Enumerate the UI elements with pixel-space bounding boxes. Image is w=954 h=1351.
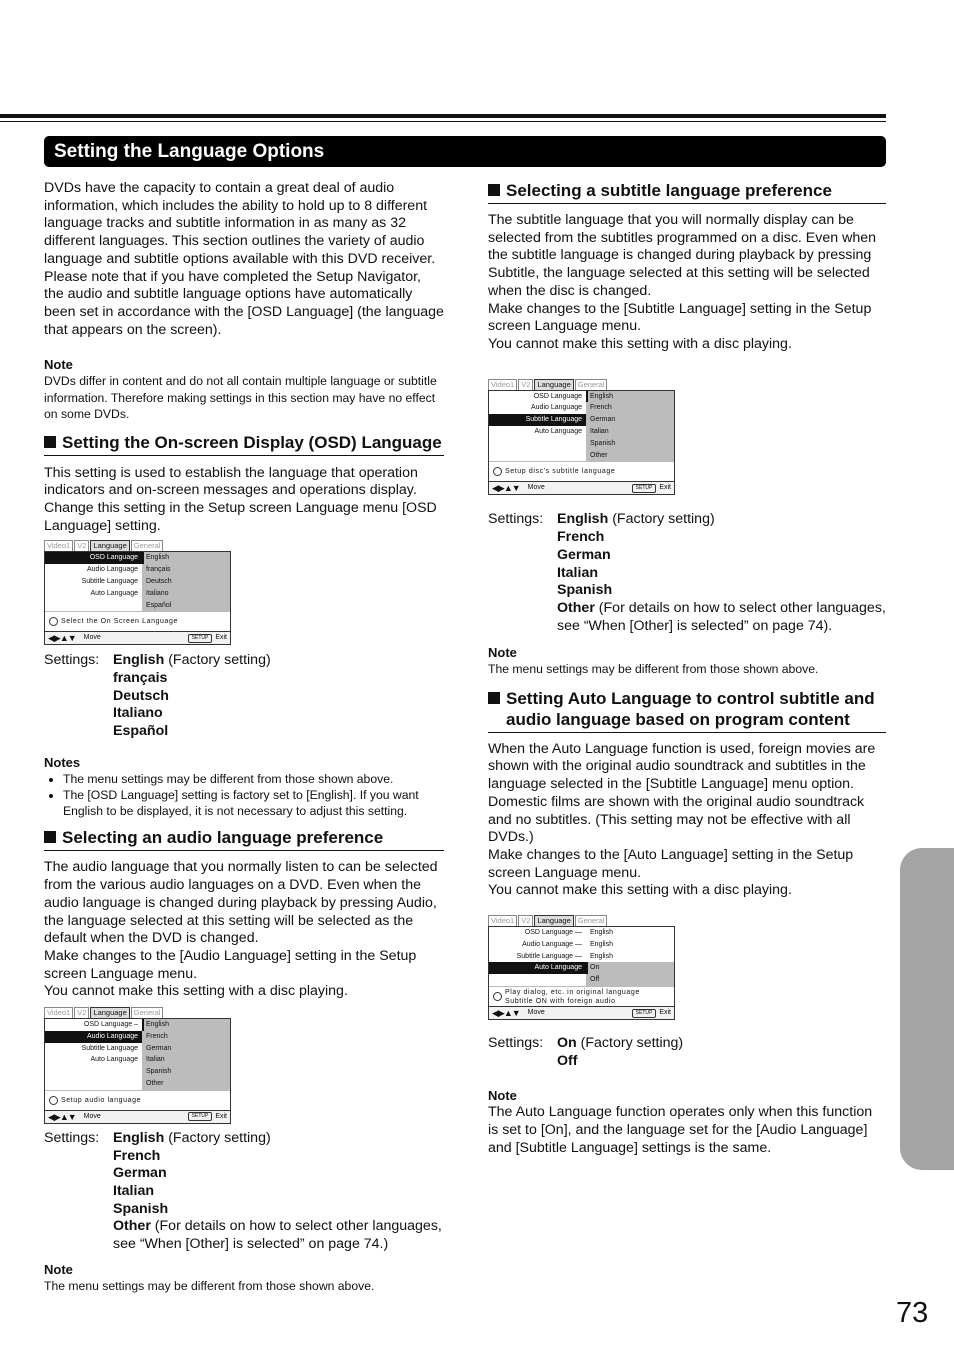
list-item: • The menu settings may be different from those shown above. — [63, 771, 444, 787]
page-number: 73 — [896, 1297, 929, 1329]
move-label: Move — [527, 484, 545, 492]
option-item[interactable]: français — [146, 566, 171, 574]
osd-language-screen — [44, 540, 231, 645]
settings-values — [113, 652, 271, 741]
osd-settings — [44, 652, 444, 741]
menu-item[interactable]: OSD Language — — [524, 929, 582, 937]
settings-label: Settings: — [488, 511, 544, 528]
audio-body: The audio language that you normally listen to can be selected from the various audio languages on a DVD. Even when the audio language is changed during playback by pressing Audio, the language selected at this setting will be selected as the default when the DVD is changed. Make changes to the [Audio Language] setting in the Setup screen Language menu. You cannot make this setting with a disc playing. — [44, 859, 438, 1000]
arrow-keys-icon: ◀▶▲▼ — [492, 1008, 520, 1019]
setting-option: Off — [557, 1052, 578, 1069]
move-label: Move — [83, 1112, 101, 1120]
option-item[interactable]: German — [146, 1044, 172, 1052]
tab-general[interactable]: General — [575, 915, 608, 926]
note-text: The menu settings may be different from those shown above. — [44, 1278, 375, 1293]
setting-option: German — [557, 546, 611, 563]
bullet-square-icon — [488, 184, 500, 196]
setting-option: Other (For details on how to select other languages, see “When [Other] is selected” on page 74.) — [113, 1218, 442, 1253]
setting-option: English (Factory setting) — [113, 1129, 271, 1146]
setting-option: Español — [113, 723, 169, 740]
tab-v2[interactable]: V2 — [518, 379, 533, 390]
menu-item[interactable]: Audio Language — [87, 566, 138, 574]
tab-video1[interactable]: Video1 — [44, 540, 73, 551]
tab-video1[interactable]: Video1 — [44, 1007, 73, 1018]
tab-general[interactable]: General — [131, 540, 164, 551]
tab-v2[interactable]: V2 — [518, 915, 533, 926]
subtitle-body: The subtitle language that you will normally display can be selected from the subtitles programmed on a disc. Even when the subtitle language is changed during playback by pressing Subtitle, the language selected at this setting will be selected when the disc is changed. Make changes to the [Subtitle Language] setting in the Setup screen Language menu. You cannot make this setting with a disc playing. — [488, 212, 876, 352]
setup-button-icon: SETUP — [188, 634, 213, 643]
setting-option: Spanish — [113, 1200, 169, 1217]
menu-item[interactable]: Audio Language — — [522, 940, 582, 948]
setting-option: French — [557, 529, 605, 546]
osd-notes-list — [44, 771, 444, 820]
list-item: • The [OSD Language] setting is factory set to [English]. If you want English to be displayed, it is not necessary to adjust this setting. — [63, 787, 444, 819]
tab-language[interactable]: Language — [534, 915, 573, 926]
menu-item[interactable]: Auto Language — [90, 589, 138, 597]
side-tab — [900, 848, 954, 1170]
page-title: Setting the Language Options — [44, 136, 886, 167]
option-item[interactable]: Italian — [146, 1056, 165, 1064]
settings-label: Settings: — [44, 1129, 100, 1146]
bullet-square-icon — [488, 692, 500, 704]
settings-values — [557, 1035, 683, 1070]
exit-label: Exit — [215, 634, 227, 642]
menu-item[interactable]: Auto Language — [90, 1056, 138, 1064]
bullet-square-icon — [44, 831, 56, 843]
arrow-keys-icon: ◀▶▲▼ — [48, 633, 76, 644]
exit-label: Exit — [215, 1112, 227, 1120]
note-heading: Note — [44, 357, 73, 373]
setting-option: On (Factory setting) — [557, 1035, 684, 1052]
option-item[interactable]: English — [586, 391, 674, 403]
option-item[interactable]: Off — [586, 974, 674, 986]
info-icon — [49, 1096, 58, 1105]
note-text: DVDs differ in content and do not all contain multiple language or subtitle information. Therefore making settings in this section may have no effect on some DVDs. — [44, 374, 437, 422]
menu-item[interactable]: Subtitle Language — [81, 1044, 138, 1052]
auto-language-screen — [488, 915, 675, 1020]
arrow-keys-icon: ◀▶▲▼ — [492, 483, 520, 494]
section-heading-osd: Setting the On-screen Display (OSD) Language — [44, 432, 444, 456]
audio-settings — [44, 1130, 444, 1254]
subtitle-language-screen — [488, 379, 675, 496]
setting-option: Italian — [557, 564, 598, 581]
exit-label: Exit — [659, 1009, 671, 1017]
menu-item[interactable]: OSD Language – — [83, 1021, 138, 1029]
setting-option: Spanish — [557, 582, 613, 599]
option-item[interactable]: Other — [146, 1080, 164, 1088]
move-label: Move — [83, 634, 101, 642]
setting-option: français — [113, 670, 168, 687]
tab-v2[interactable]: V2 — [74, 540, 89, 551]
info-icon — [493, 467, 502, 476]
setting-option: Deutsch — [113, 687, 169, 704]
arrow-keys-icon: ◀▶▲▼ — [48, 1111, 76, 1122]
section-heading-subtitle: Selecting a subtitle language preference — [488, 180, 886, 204]
option-item[interactable]: Spanish — [146, 1068, 172, 1076]
audio-language-screen — [44, 1007, 231, 1124]
option-item[interactable]: English — [142, 552, 230, 564]
menu-item[interactable]: Subtitle Language — [81, 577, 138, 585]
option-item[interactable]: English — [590, 952, 613, 960]
tab-language[interactable]: Language — [534, 379, 573, 390]
osd-body: This setting is used to establish the language that operation indicators and on-screen messages and operations display. Change this setting in the Setup screen Language menu [OSD Language] setting. — [44, 464, 437, 534]
option-item[interactable]: English — [590, 940, 613, 948]
setup-button-icon: SETUP — [632, 1009, 657, 1018]
note-text: The menu settings may be different from those shown above. — [488, 662, 819, 677]
top-rule — [0, 114, 886, 118]
help-text: Setup audio language — [45, 1090, 230, 1110]
note-heading: Note — [488, 1088, 517, 1104]
tab-language[interactable]: Language — [90, 540, 129, 551]
tab-general[interactable]: General — [131, 1007, 164, 1018]
setting-option: English (Factory setting) — [113, 652, 271, 669]
settings-values — [113, 1130, 444, 1254]
help-text: Play dialog, etc. in original language Subtitle ON with foreign audio — [489, 986, 674, 1006]
setting-option: English (Factory setting) — [557, 511, 715, 528]
option-item[interactable]: Español — [146, 601, 172, 609]
left-column — [44, 180, 444, 1294]
top-rule-thin — [0, 121, 886, 122]
option-item[interactable]: French — [590, 404, 612, 412]
option-item[interactable]: German — [590, 416, 616, 424]
menu-item[interactable]: Subtitle Language — [489, 414, 586, 426]
note-text: The Auto Language function operates only when this function is set to [On], and the language set for the [Audio Language] and [Subtitle Language] settings is the same. — [488, 1104, 873, 1156]
tab-language[interactable]: Language — [90, 1007, 129, 1018]
option-item[interactable]: Italian — [590, 428, 609, 436]
setting-option: Italiano — [113, 705, 163, 722]
setting-option: French — [113, 1147, 161, 1164]
menu-item[interactable]: Audio Language — [45, 1031, 142, 1043]
option-item[interactable]: English — [590, 929, 613, 937]
settings-label: Settings: — [488, 1035, 544, 1052]
option-item[interactable]: Italiano — [146, 589, 169, 597]
menu-item[interactable]: Auto Language — [489, 962, 586, 974]
note-heading: Note — [44, 1261, 73, 1277]
tab-v2[interactable]: V2 — [74, 1007, 89, 1018]
tab-video1[interactable]: Video1 — [488, 379, 517, 390]
note-heading: Note — [488, 645, 517, 661]
option-item[interactable]: Deutsch — [146, 577, 172, 585]
tab-general[interactable]: General — [575, 379, 608, 390]
menu-item[interactable]: Subtitle Language — — [516, 952, 582, 960]
move-label: Move — [527, 1009, 545, 1017]
help-text: Select the On Screen Language — [45, 611, 230, 631]
auto-settings — [488, 1035, 886, 1070]
setup-button-icon: SETUP — [632, 484, 657, 493]
auto-body: When the Auto Language function is used, foreign movies are shown with the original audio soundtrack and subtitles in the language selected in the [Subtitle Language] menu option. Domestic films are shown with the original audio soundtrack and no subtitles. (This setting may not be effective with all DVDs.) Make changes to the [Auto Language] setting in the Setup screen Language menu. You cannot make this setting with a disc playing. — [488, 740, 876, 899]
setting-option: Other (For details on how to select other languages, see “When [Other] is selected” on page 74). — [557, 599, 886, 634]
menu-item[interactable]: Auto Language — [534, 428, 582, 436]
section-heading-audio: Selecting an audio language preference — [44, 827, 444, 851]
option-item[interactable]: Other — [590, 451, 608, 459]
option-item[interactable]: French — [146, 1032, 168, 1040]
option-item[interactable]: Spanish — [590, 439, 616, 447]
setup-button-icon: SETUP — [188, 1112, 213, 1121]
settings-values — [557, 511, 886, 635]
setting-option: Italian — [113, 1182, 154, 1199]
intro-text: DVDs have the capacity to contain a great deal of audio information, which includes the ability to hold up to 8 different language tracks and subtitle information in as many as 32 different languages. This section outlines the variety of audio language and subtitle options available with this DVD receiver. Please note that if you have completed the Setup Navigator, the audio and subtitle language options have automatically been set in accordance with the [OSD Language] (the language that appears on the screen). — [44, 180, 444, 338]
exit-label: Exit — [659, 484, 671, 492]
bullet-square-icon — [44, 436, 56, 448]
right-column — [488, 180, 886, 1158]
settings-label: Settings: — [44, 652, 100, 669]
menu-item[interactable]: Audio Language — [531, 404, 582, 412]
option-item[interactable]: On — [586, 962, 674, 974]
subtitle-settings — [488, 511, 886, 635]
section-heading-auto: Setting Auto Language to control subtitle and audio language based on program content — [488, 688, 886, 733]
menu-item[interactable]: OSD Language — [45, 552, 142, 564]
notes-heading: Notes — [44, 754, 81, 770]
option-item[interactable]: English — [142, 1019, 230, 1031]
setting-option: German — [113, 1165, 167, 1182]
help-text: Setup disc's subtitle language — [489, 461, 674, 481]
tab-video1[interactable]: Video1 — [488, 915, 517, 926]
menu-item[interactable]: OSD Language — [533, 392, 582, 400]
info-icon — [493, 992, 502, 1001]
info-icon — [49, 617, 58, 626]
